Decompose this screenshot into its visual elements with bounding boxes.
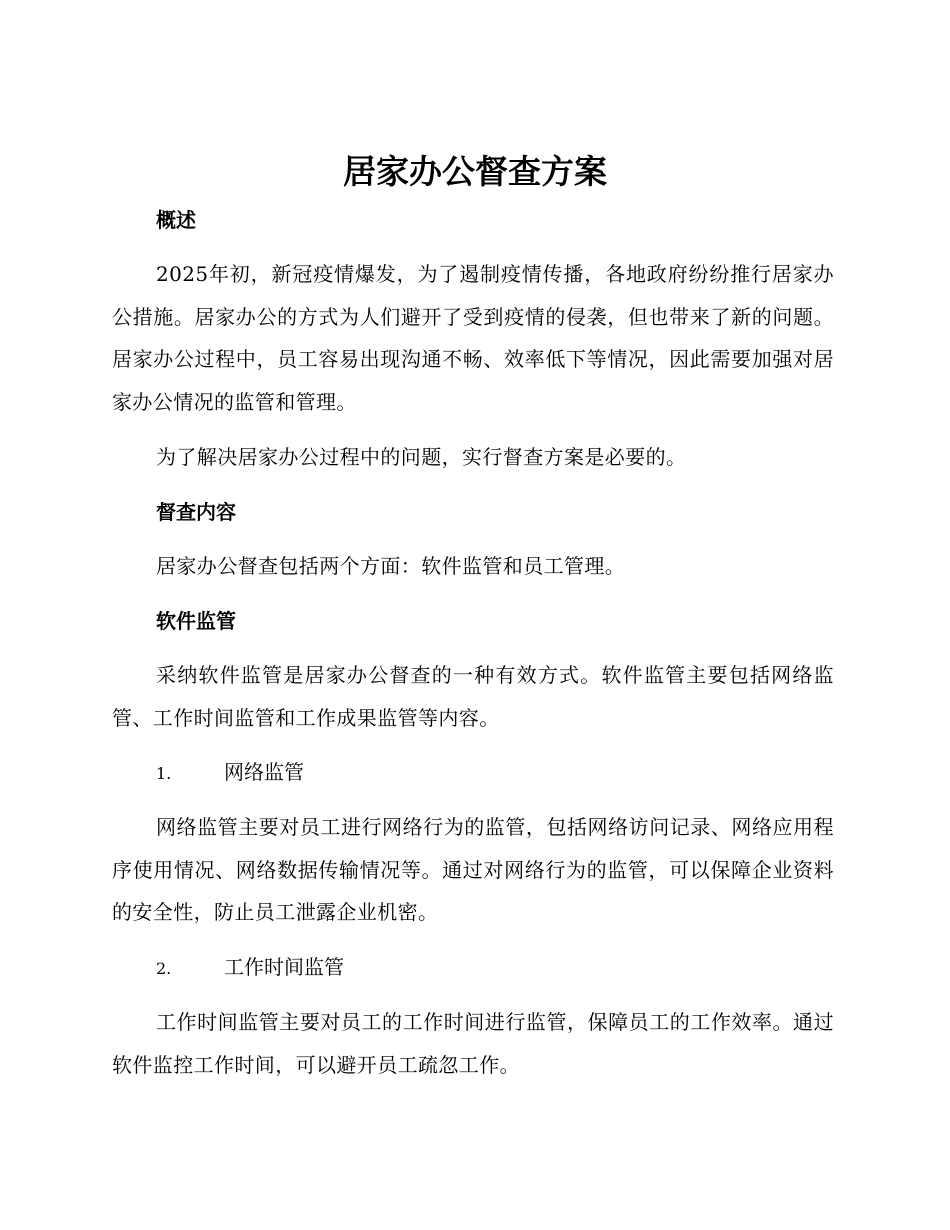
network-description: 网络监管主要对员工进行网络行为的监管，包括网络访问记录、网络应用程序使用情况、网络数据传输情况等。通过对网络行为的监管，可以保障企业资料的安全性，防止员工泄露企业机密。	[112, 815, 834, 924]
overview-paragraph-1: 2025年初，新冠疫情爆发，为了遏制疫情传播，各地政府纷纷推行居家办公措施。居家办公的方式为人们避开了受到疫情的侵袭，但也带来了新的问题。居家办公过程中，员工容易出现沟通不畅、效率低下等情况，因此需要加强对居家办公情况的监管和管理。	[112, 262, 834, 414]
section-heading-overview: 概述	[156, 208, 196, 232]
worktime-description: 工作时间监管主要对员工的工作时间进行监管，保障员工的工作效率。通过软件监控工作时间，可以避开员工疏忽工作。	[112, 1010, 834, 1077]
list-item-label: 工作时间监管	[224, 955, 344, 979]
overview-paragraph-2: 为了解决居家办公过程中的问题，实行督查方案是必要的。	[156, 445, 687, 469]
list-item-label: 网络监管	[224, 760, 304, 784]
software-paragraph-1: 采纳软件监管是居家办公督查的一种有效方式。软件监管主要包括网络监管、工作时间监管和工作成果监管等内容。	[112, 663, 834, 730]
section-heading-content: 督查内容	[156, 500, 236, 524]
list-item-network	[156, 758, 304, 788]
list-number: 2.	[156, 959, 172, 978]
page-title: 居家办公督查方案	[343, 152, 607, 191]
list-number: 1.	[156, 764, 172, 783]
content-paragraph-1: 居家办公督查包括两个方面：软件监管和员工管理。	[156, 554, 626, 578]
section-heading-software: 软件监管	[156, 609, 236, 633]
list-item-worktime	[156, 953, 344, 983]
